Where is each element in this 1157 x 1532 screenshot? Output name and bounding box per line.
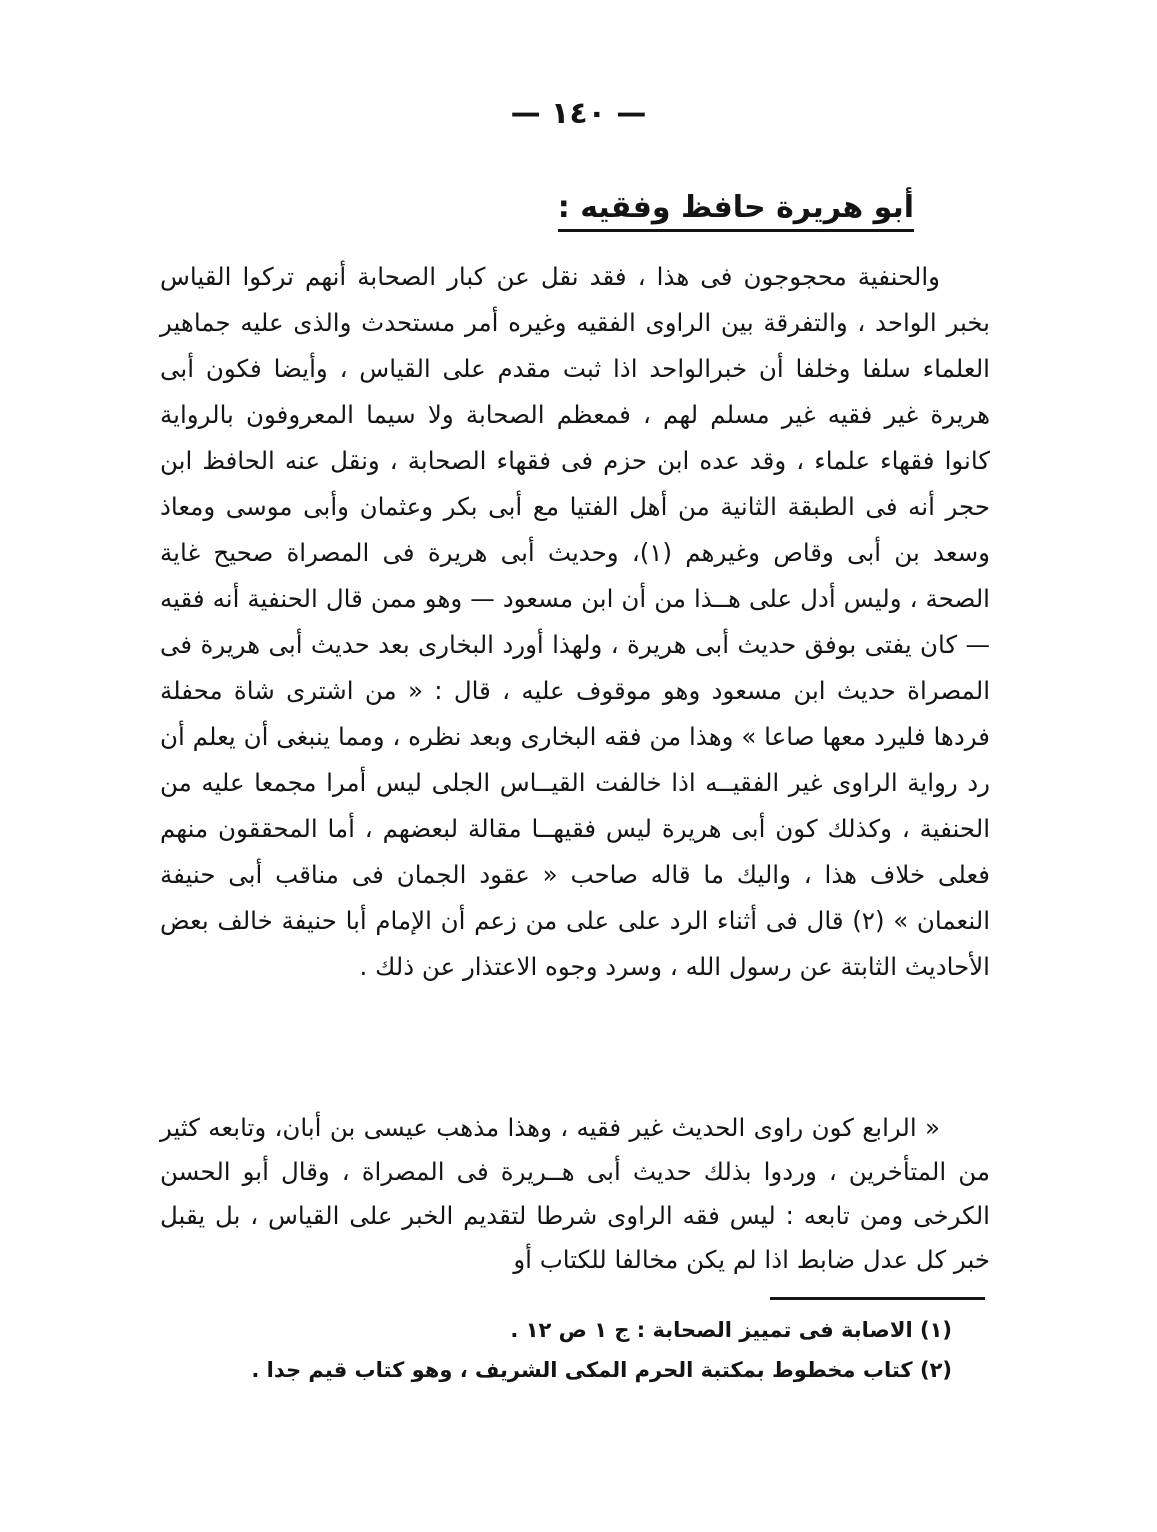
paragraph: والحنفية محجوجون فى هذا ، فقد نقل عن كبار الصحابة أنهم تركوا القياس بخبر الواحد ، والتفرقة بين الراوى الفقيه وغيره أمر مستحدث والذى عليه جماهير العلماء سلفا وخلفا أن خبرالواحد اذا ثبت مقدم على القياس ، وأيضا فكون أبى هريرة غير فقيه غير مسلم لهم ، فمعظم الصحابة ولا سيما المعروفون بالرواية كانوا فقهاء علماء ، وقد عده ابن حزم فى فقهاء الصحابة ، ونقل عنه الحافظ ابن حجر أنه فى الطبقة الثانية من أهل الفتيا مع أبى بكر وعثمان وأبى موسى ومعاذ وسعد بن أبى وقاص وغيرهم (١)، وحديث أبى هريرة فى المصراة صحيح غاية الصحة ، وليس أدل على هــذا من أن ابن مسعود — وهو ممن قال الحنفية أنه فقيه — كان يفتى بوفق حديث أبى هريرة ، ولهذا أورد البخارى بعد حديث أبى هريرة فى المصراة حديث ابن مسعود وهو موقوف عليه ، قال : « من اشترى شاة محفلة فردها فليرد معها صاعا » وهذا من فقه البخارى وبعد نظره ، ومما ينبغى أن يعلم أن رد رواية الراوى غير الفقيــه اذا خالفت القيــاس الجلى ليس أمرا مجمعا عليه من الحنفية ، وكذلك كون أبى هريرة ليس فقيهــا مقالة لبعضهم ، أما المحققون منهم فعلى خلاف هذا ، واليك ما قاله صاحب « عقود الجمان فى مناقب أبى حنيفة النعمان » (٢) قال فى أثناء الرد على على من زعم أن الإمام أبا حنيفة خالف بعض الأحاديث الثابتة عن رسول الله ، وسرد وجوه الاعتذار عن ذلك . bbox=[160, 262, 990, 981]
footnote: (١) الاصابة فى تمييز الصحابة : ج ١ ص ١٢ . bbox=[510, 1318, 952, 1342]
page-number: — ١٤٠ — bbox=[510, 96, 647, 131]
section-title: أبو هريرة حافظ وفقيه : bbox=[558, 190, 914, 232]
quoted-text bbox=[160, 1106, 990, 1282]
footnotes bbox=[192, 1310, 952, 1390]
body-text bbox=[160, 254, 990, 990]
footnote-divider bbox=[770, 1297, 985, 1300]
footnote: (٢) كتاب مخطوط بمكتبة الحرم المكى الشريف ، وهو كتاب قيم جدا . bbox=[251, 1358, 952, 1382]
paragraph: « الرابع كون راوى الحديث غير فقيه ، وهذا مذهب عيسى بن أبان، وتابعه كثير من المتأخرين ، وردوا بذلك حديث أبى هــريرة فى المصراة ، وقال أبو الحسن الكرخى ومن تابعه : ليس فقه الراوى شرطا لتقديم الخبر على القياس ، بل يقبل خبر كل عدل ضابط اذا لم يكن مخالفا للكتاب أو bbox=[160, 1113, 990, 1274]
